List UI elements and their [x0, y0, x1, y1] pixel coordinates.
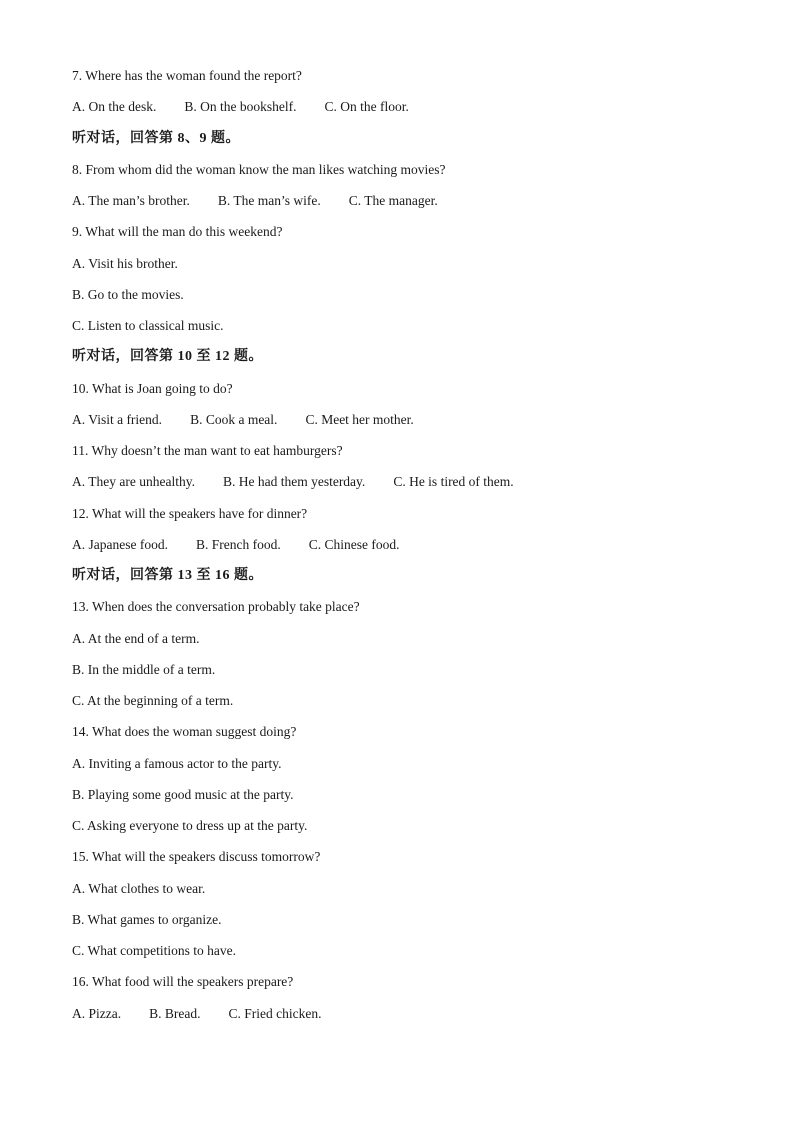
option-b: B. Cook a meal. — [190, 411, 278, 427]
option-a: A. They are unhealthy. — [72, 474, 195, 490]
question-16: 16. What food will the speakers prepare? — [72, 974, 294, 990]
question-8: 8. From whom did the woman know the man likes watching movies? — [72, 161, 446, 177]
option-b: B. What games to organize. — [72, 911, 222, 927]
question-13: 13. When does the conversation probably take place? — [72, 599, 360, 615]
option-c: C. Listen to classical music. — [72, 318, 224, 333]
option-c: C. The manager. — [348, 193, 438, 208]
option-b: B. Go to the movies. — [72, 286, 184, 302]
option-b: B. On the bookshelf. — [184, 99, 297, 115]
option-b: B. In the middle of a term. — [72, 661, 216, 677]
option-b: B. Bread. — [149, 1005, 201, 1021]
option-a: A. Visit his brother. — [72, 255, 178, 271]
option-c: C. What competitions to have. — [72, 943, 236, 958]
options-8 — [72, 191, 732, 222]
option-c: C. On the floor. — [324, 99, 409, 115]
option-a: A. What clothes to wear. — [72, 880, 206, 896]
option-a: A. Pizza. — [72, 1005, 122, 1021]
option-a: A. At the end of a term. — [72, 630, 200, 646]
options-7 — [72, 97, 732, 128]
option-b: B. He had them yesterday. — [222, 474, 366, 490]
question-15: 15. What will the speakers discuss tomorrow? — [72, 849, 321, 865]
option-a: A. On the desk. — [72, 99, 157, 115]
option-a: A. Japanese food. — [72, 536, 168, 552]
option-c: C. Chinese food. — [308, 536, 400, 552]
question-9: 9. What will the man do this weekend? — [72, 224, 283, 240]
options-11 — [72, 472, 732, 503]
option-c: C. He is tired of them. — [393, 474, 514, 490]
option-a: A. Visit a friend. — [72, 411, 163, 427]
option-c: C. Asking everyone to dress up at the party. — [72, 818, 308, 833]
option-b: B. French food. — [195, 536, 281, 552]
question-10: 10. What is Joan going to do? — [72, 380, 233, 396]
question-12: 12. What will the speakers have for dinner? — [72, 505, 308, 521]
options-12 — [72, 535, 732, 566]
option-b: B. The man’s wife. — [217, 193, 321, 208]
options-16 — [72, 1004, 732, 1035]
question-14: 14. What does the woman suggest doing? — [72, 724, 297, 740]
question-11: 11. Why doesn’t the man want to eat hamburgers? — [72, 443, 343, 458]
question-7: 7. Where has the woman found the report? — [72, 68, 302, 83]
option-a: A. The man’s brother. — [72, 193, 190, 208]
option-c: C. Fried chicken. — [228, 1005, 322, 1021]
section-heading-10-12: 听对话，回答第 10 至 12 题。 — [72, 349, 263, 365]
option-a: A. Inviting a famous actor to the party. — [72, 755, 282, 771]
option-b: B. Playing some good music at the party. — [72, 786, 294, 802]
options-10 — [72, 410, 732, 441]
section-heading-8-9: 听对话，回答第 8、9 题。 — [72, 130, 240, 146]
option-c: C. Meet her mother. — [305, 411, 414, 427]
section-heading-13-16: 听对话，回答第 13 至 16 题。 — [72, 568, 263, 583]
option-c: C. At the beginning of a term. — [72, 693, 234, 708]
exam-page — [72, 66, 732, 1035]
